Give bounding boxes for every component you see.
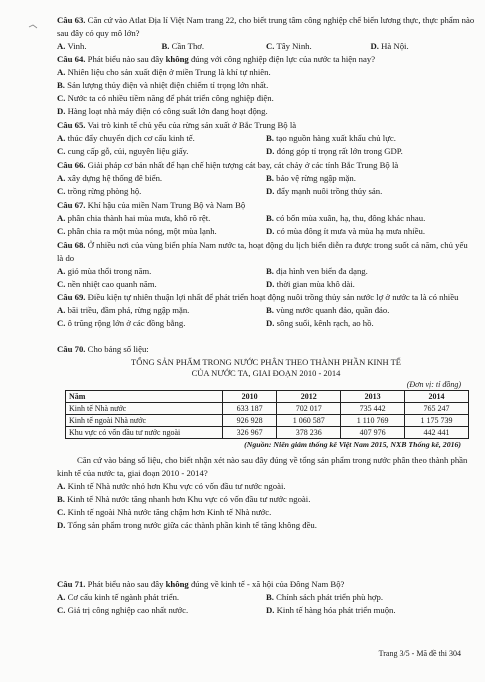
option-a[interactable]: A. Kinh tế Nhà nước nhỏ hơn Khu vực có vốn đầu tư nước ngoài.	[57, 481, 286, 491]
option-d[interactable]: D. Tổng sản phẩm trong nước giữa các thành phần kinh tế tăng không đều.	[57, 520, 317, 530]
option-b[interactable]: B. có bốn mùa xuân, hạ, thu, đông khác nhau.	[266, 213, 426, 223]
table-row: Kinh tế Nhà nước 633 187 702 017 735 442 765 247	[66, 403, 469, 415]
question-68: Câu 68. Ở nhiều nơi của vùng biển phía Nam nước ta, hoạt động du lịch biển diễn ra được trong suốt cả năm, chủ yếu là do A. gió mùa thổi trong năm. B. địa hình ven biển đa dạng. C. nền nhiệt cao quanh năm. D. thời gian mùa khô dài.	[57, 239, 475, 291]
option-b[interactable]: B. vùng nước quanh đảo, quần đảo.	[266, 305, 390, 315]
option-a[interactable]: A. gió mùa thổi trong năm.	[57, 266, 152, 276]
option-a[interactable]: A. Cơ cấu kinh tế ngành phát triển.	[57, 592, 180, 602]
option-a[interactable]: A. xây dựng hệ thống đê biển.	[57, 173, 163, 183]
option-c[interactable]: C. Nước ta có nhiều tiềm năng để phát triển công nghiệp điện.	[57, 93, 274, 103]
option-b[interactable]: B. địa hình ven biển đa dạng.	[266, 266, 368, 276]
question-70: Câu 70. Cho bảng số liệu: TỔNG SẢN PHẨM TRONG NƯỚC PHÂN THEO THÀNH PHẦN KINH TẾ CỦA NƯỚC TA, GIAI ĐOẠN 2010 - 2014 (Đơn vị: tỉ đồng) Năm 2010 2012 2013 2014 Kinh tế Nhà nước 633 187 702 017 735 442 765 247 Kinh tế ngoài Nhà nước 926 928 1 060 587 1 110 769 1 175 739 Khu vực có vốn đầu tư nước ngoài 326 967 378 236 407 976 442 441 (Nguồn: Niên giám thống kê Việt Nam 2015, NXB Thống kê, 2016) Căn cứ vào bảng số liệu, cho biết nhận xét nào sau đây đúng về tổng sản phẩm trong nước phân theo thành phần kinh tế của nước ta, giai đoạn 2010 - 2014? A. Kinh tế Nhà nước nhỏ hơn Khu vực có vốn đầu tư nước ngoài. B. Kinh tế Nhà nước tăng nhanh hơn Khu vực có vốn đầu tư nước ngoài. C. Kinh tế ngoài Nhà nước tăng chậm hơn Kinh tế Nhà nước. D. Tổng sản phẩm trong nước giữa các thành phần kinh tế tăng không đều.	[57, 343, 475, 532]
table-header-row: Năm 2010 2012 2013 2014	[66, 391, 469, 403]
option-d[interactable]: D. Hà Nội.	[370, 41, 409, 51]
option-d[interactable]: D. có mùa đông ít mưa và mùa hạ mưa nhiều.	[266, 226, 426, 236]
question-65: Câu 65. Vai trò kinh tế chủ yếu của rừng sản xuất ở Bắc Trung Bộ là A. thúc đẩy chuyển dịch cơ cấu kinh tế. B. tạo nguồn hàng xuất khẩu chủ lực. C. cung cấp gỗ, củi, nguyên liệu giấy. D. đóng góp tỉ trọng rất lớn trong GDP.	[57, 119, 475, 158]
option-a[interactable]: A. thúc đẩy chuyển dịch cơ cấu kinh tế.	[57, 133, 195, 143]
option-d[interactable]: D. thời gian mùa khô dài.	[266, 279, 355, 289]
option-c[interactable]: C. ô trũng rộng lớn ở các đồng bằng.	[57, 318, 186, 328]
question-64: Câu 64. Phát biểu nào sau đây không đúng với công nghiệp điện lực của nước ta hiện nay? A. Nhiên liệu cho sản xuất điện ở miền Trung là khí tự nhiên. B. Sản lượng thủy điện và nhiệt điện chiếm tỉ trọng lớn nhất. C. Nước ta có nhiều tiềm năng để phát triển công nghiệp điện. D. Hàng loạt nhà máy điện có công suất lớn đang hoạt động.	[57, 53, 475, 118]
page-footer: Trang 3/5 - Mã đề thi 304	[378, 649, 461, 658]
option-d[interactable]: D. Kinh tế hàng hóa phát triển muộn.	[266, 605, 396, 615]
option-d[interactable]: D. Hàng loạt nhà máy điện có công suất lớn đang hoạt động.	[57, 106, 268, 116]
options	[57, 40, 475, 53]
option-a[interactable]: A. bãi triều, đầm phá, rừng ngập mặn.	[57, 305, 190, 315]
option-c[interactable]: C. Giá trị công nghiệp cao nhất nước.	[57, 605, 189, 615]
option-b[interactable]: B. Chính sách phát triển phù hợp.	[266, 592, 384, 602]
table-title: TỔNG SẢN PHẨM TRONG NƯỚC PHÂN THEO THÀNH PHẦN KINH TẾ CỦA NƯỚC TA, GIAI ĐOẠN 2010 - 2014	[131, 357, 401, 378]
option-d[interactable]: D. sông suối, kênh rạch, ao hồ.	[266, 318, 374, 328]
option-a[interactable]: A. Nhiên liệu cho sản xuất điện ở miền Trung là khí tự nhiên.	[57, 67, 271, 77]
option-d[interactable]: D. đẩy mạnh nuôi trồng thủy sản.	[266, 186, 383, 196]
option-c[interactable]: C. Tây Ninh.	[266, 41, 312, 51]
option-c[interactable]: C. phân chia ra một mùa nóng, một mùa lạnh.	[57, 226, 217, 236]
option-c[interactable]: C. nền nhiệt cao quanh năm.	[57, 279, 157, 289]
option-b[interactable]: B. bảo vệ rừng ngập mặn.	[266, 173, 356, 183]
option-a[interactable]: A. phân chia thành hai mùa mưa, khô rõ rệt.	[57, 213, 211, 223]
question-71: Câu 71. Phát biểu nào sau đây không đúng về kinh tế - xã hội của Đông Nam Bộ? A. Cơ cấu kinh tế ngành phát triển. B. Chính sách phát triển phù hợp. C. Giá trị công nghiệp cao nhất nước. D. Kinh tế hàng hóa phát triển muộn.	[57, 578, 475, 617]
option-d[interactable]: D. đóng góp tỉ trọng rất lớn trong GDP.	[266, 146, 403, 156]
table-source: (Nguồn: Niên giám thống kê Việt Nam 2015, NXB Thống kê, 2016)	[244, 440, 461, 449]
option-c[interactable]: C. trồng rừng phòng hộ.	[57, 186, 142, 196]
data-table	[65, 390, 469, 439]
question-69: Câu 69. Điều kiện tự nhiên thuận lợi nhất để phát triển hoạt động nuôi trồng thủy sản nước lợ ở nước ta là có nhiều A. bãi triều, đầm phá, rừng ngập mặn. B. vùng nước quanh đảo, quần đảo. C. ô trũng rộng lớn ở các đồng bằng. D. sông suối, kênh rạch, ao hồ.	[57, 291, 475, 330]
question-67: Câu 67. Khí hậu của miền Nam Trung Bộ và Nam Bộ A. phân chia thành hai mùa mưa, khô rõ rệt. B. có bốn mùa xuân, hạ, thu, đông khác nhau. C. phân chia ra một mùa nóng, một mùa lạnh. D. có mùa đông ít mưa và mùa hạ mưa nhiều.	[57, 199, 475, 238]
scan-mark	[28, 16, 38, 21]
table-unit: (Đơn vị: tỉ đồng)	[406, 380, 461, 389]
options	[57, 66, 475, 118]
option-c[interactable]: C. Kinh tế ngoài Nhà nước tăng chậm hơn Kinh tế Nhà nước.	[57, 507, 272, 517]
option-a[interactable]: A. Vinh.	[57, 41, 87, 51]
option-b[interactable]: B. Sản lượng thủy điện và nhiệt điện chiếm tỉ trọng lớn nhất.	[57, 80, 269, 90]
question-63: Câu 63. Căn cứ vào Atlat Địa lí Việt Nam trang 22, cho biết trung tâm công nghiệp chế biến lương thực, thực phẩm nào sau đây có quy mô lớn? A. Vinh. B. Cần Thơ. C. Tây Ninh. D. Hà Nội.	[57, 15, 475, 51]
table-row: Kinh tế ngoài Nhà nước 926 928 1 060 587 1 110 769 1 175 739	[66, 415, 469, 427]
question-66: Câu 66. Giải pháp cơ bản nhất để hạn chế hiện tượng cát bay, cát chảy ở các tỉnh Bắc Trung Bộ là A. xây dựng hệ thống đê biển. B. bảo vệ rừng ngập mặn. C. trồng rừng phòng hộ. D. đẩy mạnh nuôi trồng thủy sản.	[57, 159, 475, 198]
option-b[interactable]: B. tạo nguồn hàng xuất khẩu chủ lực.	[266, 133, 396, 143]
option-b[interactable]: B. Cần Thơ.	[161, 41, 205, 51]
option-c[interactable]: C. cung cấp gỗ, củi, nguyên liệu giấy.	[57, 146, 189, 156]
table-row: Khu vực có vốn đầu tư nước ngoài 326 967 378 236 407 976 442 441	[66, 427, 469, 439]
option-b[interactable]: B. Kinh tế Nhà nước tăng nhanh hơn Khu vực có vốn đầu tư nước ngoài.	[57, 494, 311, 504]
